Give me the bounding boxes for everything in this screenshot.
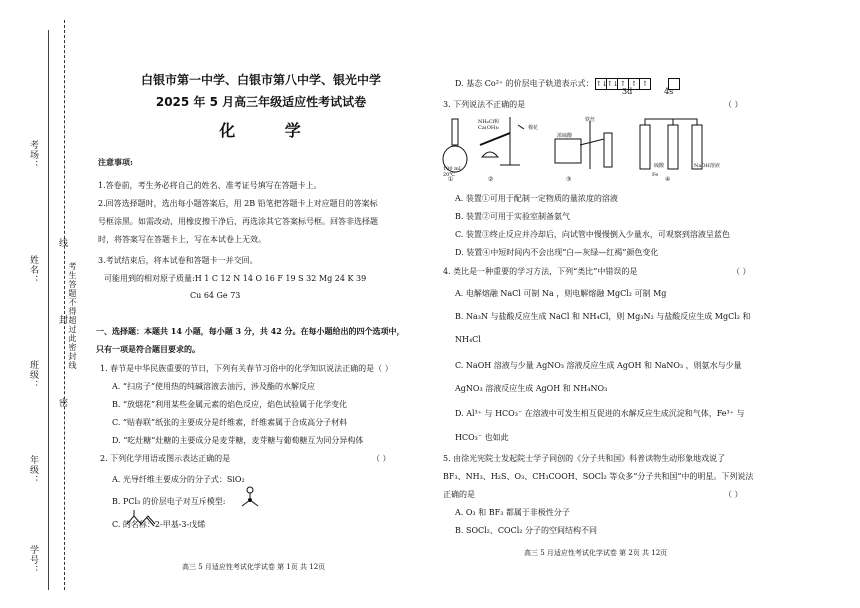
q2-option-d: D. 基态 Co²⁺ 的价层电子轨道表示式： <box>455 79 594 88</box>
q4-line: NH₄Cl <box>455 335 481 344</box>
q4-line: C. NaOH 溶液与少量 AgNO₃ 溶液反应生成 AgOH 和 NaNO₃ ，则氨水与少量 <box>455 361 742 370</box>
fig-label-3: ③ <box>566 176 572 183</box>
q4-line: B. Na₃N 与盐酸反应生成 NaCl 和 NH₄Cl，则 Mg₃N₂ 与盐酸反应生成 MgCl₂ 和 <box>455 312 751 321</box>
q1-option-b: B. “放烟花”利用某些金属元素的焰色反应，焰色试验属于化学变化 <box>112 400 348 409</box>
q2-option-c: C. 的名称：2-甲基-3-戊烯 <box>112 520 206 529</box>
q5-stem-end: 正确的是 <box>443 490 475 499</box>
fig-text-conc-sulfuric: 浓硫酸 <box>557 133 573 139</box>
atomic-masses-cont: Cu 64 Ge 73 <box>190 291 241 300</box>
field-grade: 年级： <box>28 455 38 485</box>
q5-option-b: B. SOCl₂、COCl₂ 分子的空间结构不同 <box>455 526 597 535</box>
q1-stem: 1. 春节是中华民族重要的节日，下列有关春节习俗中的化学知识说法正确的是（ ） <box>100 364 393 373</box>
seal-char-line: 线 <box>57 238 67 248</box>
seal-warning: 考生答题不得超过此密封线 <box>68 262 77 370</box>
fig-text-iron-wire: 铁丝 <box>585 117 596 123</box>
q2-option-a: A. 光导纤维主要成分的分子式：SiO₂ <box>112 475 245 484</box>
orbital-3d-1: ↑↓ <box>596 79 608 88</box>
atomic-masses: 可能用到的相对原子质量:H 1 C 12 N 14 O 16 F 19 S 32 Mg 24 K 39 <box>104 274 367 283</box>
orbital-label-3d: 3d <box>622 87 633 96</box>
q1-option-c: C. “贴春联”纸张的主要成分是纤维素，纤维素属于合成高分子材料 <box>112 418 348 427</box>
fig-text-nh4cl: NH₄Cl和Ca(OH)₂ <box>478 119 500 131</box>
q4-line: D. Al³⁺ 与 HCO₃⁻ 在溶液中可发生相互促进的水解反应生成沉淀和气体，Fe³⁺ 与 <box>455 409 745 418</box>
seal-char-seal: 封 <box>57 315 67 325</box>
q4-line: AgNO₃ 溶液反应生成 AgOH 和 NH₄NO₃ <box>455 384 608 393</box>
fig-text-cotton: 棉花 <box>528 125 539 131</box>
ferrous-hydroxide-apparatus <box>640 119 702 169</box>
field-class: 班级： <box>28 360 38 390</box>
fig-label-1: ① <box>448 176 454 183</box>
left-column <box>96 72 426 154</box>
notes-item: 1.答卷前，考生务必将自己的姓名、准考证号填写在答题卡上。 <box>98 181 322 190</box>
section-heading-cont: 只有一项是符合题目要求的。 <box>96 344 200 354</box>
fig-label-4: ④ <box>665 176 671 183</box>
q4-line: HCO₃⁻ 也如此 <box>455 433 509 442</box>
notes-title: 注意事项: <box>98 157 133 167</box>
orbital-3d-4: ↑ <box>628 78 640 90</box>
footer-page-1: 高三 5 月适应性考试化学试卷 第 1页 共 12页 <box>182 563 326 571</box>
q4-stem: 4. 类比是一种重要的学习方法，下列“类比”中错误的是 <box>443 267 638 276</box>
footer-page-2: 高三 5 月适应性考试化学试卷 第 2页 共 12页 <box>524 549 668 557</box>
q5-answer-paren: （ ） <box>724 490 743 499</box>
fig-text-fe: Fe <box>652 172 659 178</box>
q4-answer-paren: （ ） <box>732 267 751 276</box>
volumetric-flask <box>443 119 467 172</box>
orbital-3d-2: ↑↓ <box>607 79 619 88</box>
fig-text-sulfuric: 硫酸 <box>654 163 665 169</box>
fig-text-flask: 100 mL 20℃ <box>443 166 463 178</box>
field-name: 姓名： <box>28 255 38 285</box>
q1-option-d: D. “吃灶糖”灶糖的主要成分是麦芽糖，麦芽糖与葡萄糖互为同分异构体 <box>112 436 364 445</box>
q1-option-a: A. “扫房子”使用热的纯碱溶液去油污，涉及酯的水解反应 <box>112 382 316 391</box>
vsepr-model-figure <box>238 486 262 508</box>
seal-dashed-line <box>64 20 65 590</box>
notes-item: 2.回答选择题时，选出每小题答案后，用 2B 铅笔把答题卡上对应题目的答案标 <box>98 199 378 208</box>
orbital-3d-5: ↑ <box>639 78 651 90</box>
q3-stem: 3. 下列说法不正确的是 <box>443 100 526 109</box>
q3-option-b: B. 装置②可用于实验室制备氨气 <box>455 212 570 221</box>
q4-line: A. 电解熔融 NaCl 可制 Na ，则电解熔融 MgCl₂ 可制 Mg <box>455 289 667 298</box>
q3-option-d: D. 装置④中短时间内不会出现“白—灰绿—红褐”颜色变化 <box>455 248 659 257</box>
seal-char-secret: 密 <box>57 398 67 408</box>
exam-title: 2025 年 5 月高三年级适应性考试试卷 <box>155 95 367 110</box>
notes-item: 时，将答案写在答题卡上，写在本试卷上无效。 <box>98 235 266 244</box>
school-names: 白银市第一中学、白银市第八中学、银光中学 <box>140 73 381 87</box>
field-student-id: 学号： <box>28 545 38 575</box>
q5-stem: 5. 由徐光宪院士发起院士学子同创的《分子共和国》科普读物生动形象地戏说了 <box>443 454 726 463</box>
binding-line <box>48 30 49 590</box>
notes-item: 3.考试结束后，将本试卷和答题卡一并交回。 <box>98 256 258 265</box>
subject-title: 化 学 <box>219 121 323 141</box>
q5-stem-cont: BF₃、NH₃、H₂S、O₃、CH₃COOH、SOCl₂ 等众多“分子共和国”中的明星。下列说法 <box>443 472 754 481</box>
q5-option-a: A. O₃ 和 BF₃ 都属于非极性分子 <box>455 508 570 517</box>
fig-label-2: ② <box>488 176 494 183</box>
fig-text-naoh: NaOH溶液 <box>694 163 720 169</box>
skeletal-structure-figure <box>125 510 161 528</box>
q3-answer-paren: （ ） <box>724 100 743 109</box>
notes-item: 号框涂黑。如需改动，用橡皮擦干净后，再选涂其它答案标号框。回答非选择题 <box>98 217 378 226</box>
orbital-3d-3: ↑ <box>617 78 629 90</box>
q2-answer-paren: （ ） <box>372 454 391 463</box>
q3-option-c: C. 装置③终止反应并冷却后，向试管中慢慢倒入少量水，可观察到溶液呈蓝色 <box>455 230 730 239</box>
section-heading: 一、选择题：本题共 14 小题，每小题 3 分，共 42 分。在每小题给出的四个选项中， <box>96 326 405 336</box>
q3-option-a: A. 装置①可用于配制一定物质的量浓度的溶液 <box>455 194 618 203</box>
q2-option-b: B. PCl₃ 的价层电子对互斥模型: <box>112 497 226 506</box>
orbital-label-4s: 4s <box>664 87 674 96</box>
binding-margin <box>0 0 85 608</box>
copper-sulfuric-apparatus <box>555 121 612 169</box>
q2-stem: 2. 下列化学用语或图示表达正确的是 <box>100 454 231 463</box>
field-exam-room: 考场： <box>28 140 38 170</box>
